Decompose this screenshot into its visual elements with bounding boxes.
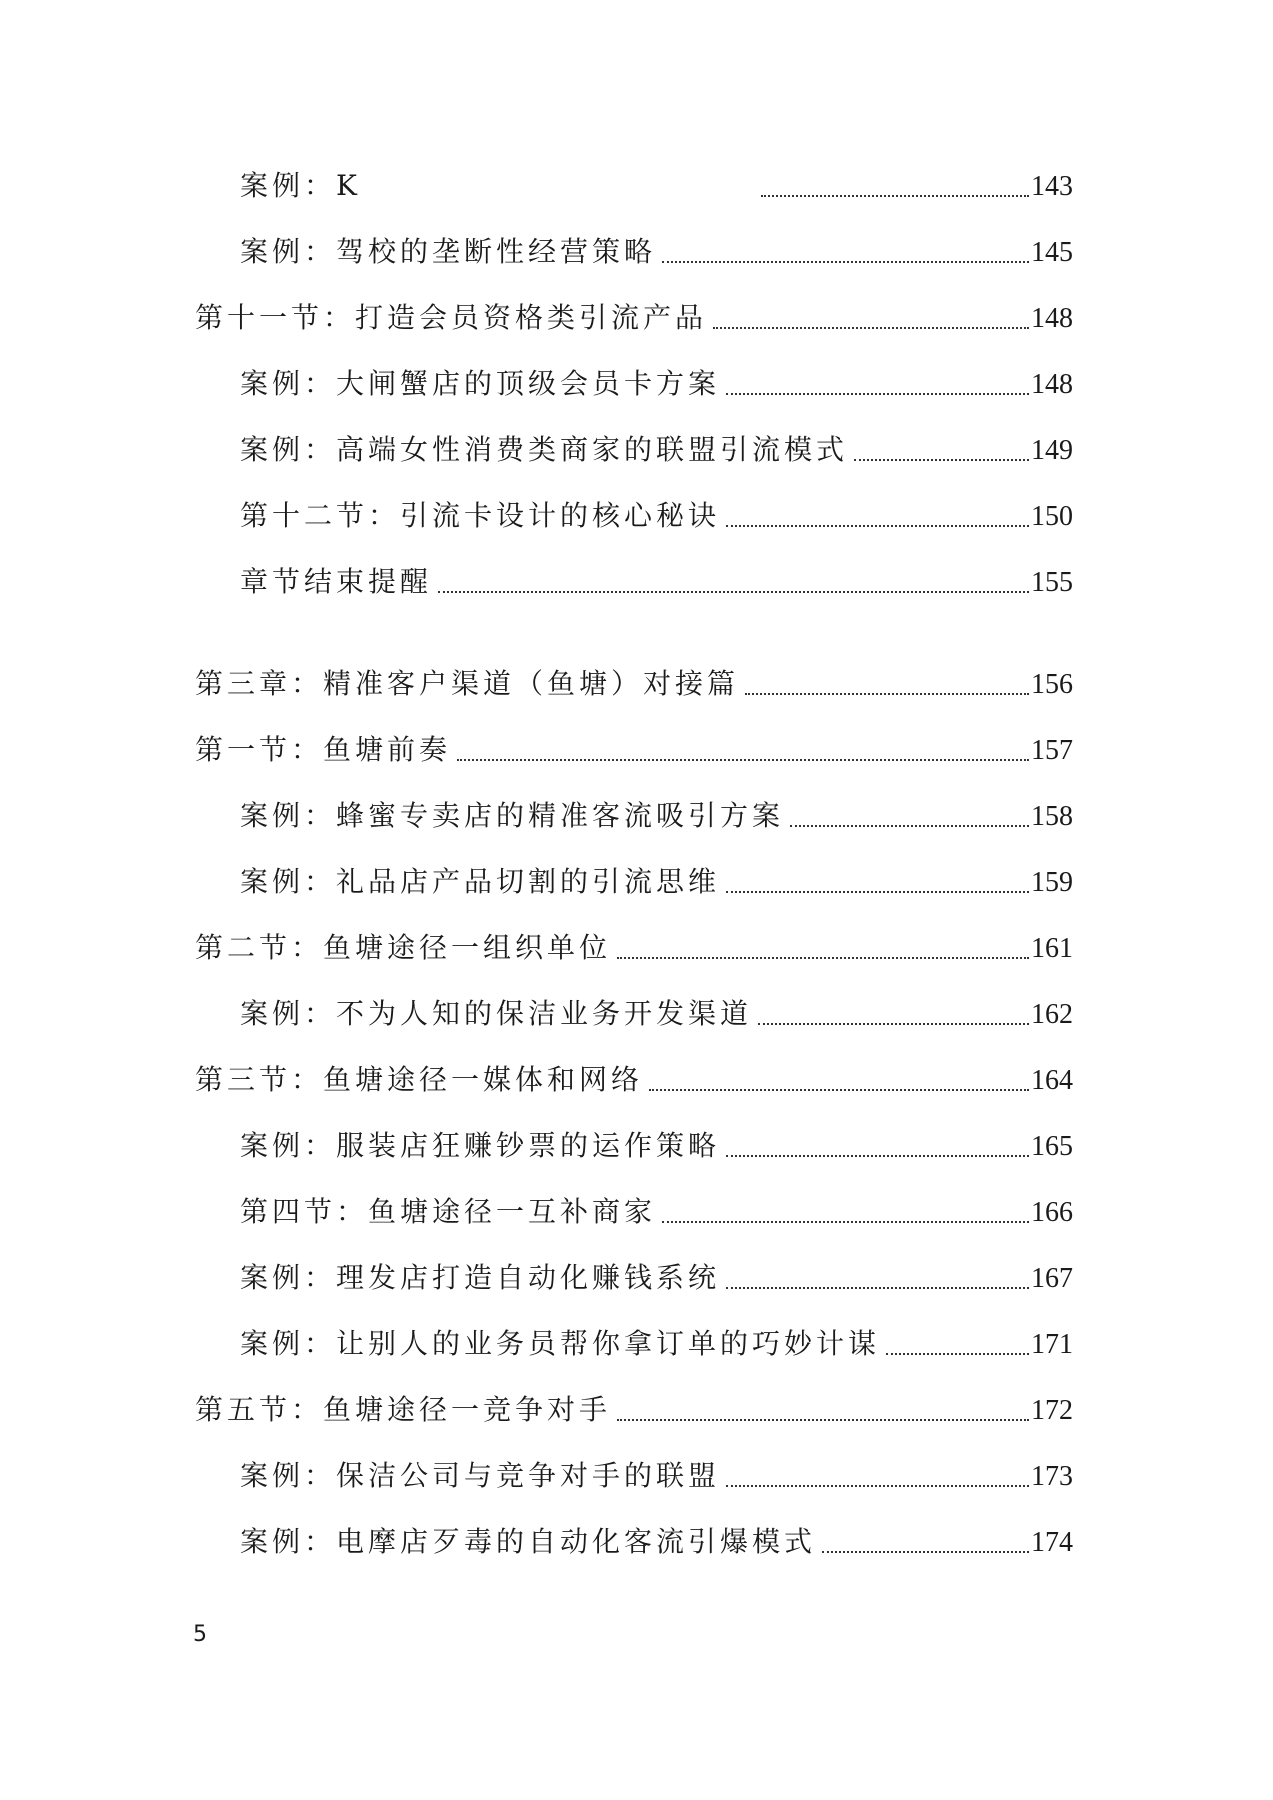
toc-entry[interactable] <box>240 166 1073 206</box>
toc-entry-page: 171 <box>1031 1329 1073 1360</box>
toc-entry-title: 第二节：鱼塘途径一组织单位 <box>195 931 612 964</box>
toc-entry-page: 158 <box>1031 801 1073 832</box>
toc-entry-page: 161 <box>1031 933 1073 964</box>
toc-entry-page: 166 <box>1031 1197 1073 1228</box>
toc-entry-page: 148 <box>1031 303 1073 334</box>
toc-entry-title: 章节结束提醒 <box>240 565 433 598</box>
dot-leader <box>713 327 1029 329</box>
dot-leader <box>726 1155 1029 1157</box>
page-number: 5 <box>193 1622 207 1647</box>
dot-leader <box>726 1485 1029 1487</box>
toc-entry-page: 164 <box>1031 1065 1073 1096</box>
toc-entry[interactable] <box>240 430 1073 470</box>
toc-entry[interactable] <box>240 1324 1073 1364</box>
dot-leader <box>886 1353 1029 1355</box>
dot-leader <box>726 891 1029 893</box>
toc-entry-title: 第三章：精准客户渠道（鱼塘）对接篇 <box>195 667 740 700</box>
toc-entry[interactable] <box>195 298 1073 338</box>
toc-entry-page: 167 <box>1031 1263 1073 1294</box>
toc-entry-title: 案例：服装店狂赚钞票的运作策略 <box>240 1129 721 1162</box>
toc-entry-page: 150 <box>1031 501 1073 532</box>
toc-entry-page: 148 <box>1031 369 1073 400</box>
toc-entry-page: 174 <box>1031 1527 1073 1558</box>
toc-entry-page: 173 <box>1031 1461 1073 1492</box>
toc-entry[interactable] <box>195 928 1073 968</box>
toc-entry-title: 案例：保洁公司与竞争对手的联盟 <box>240 1459 721 1492</box>
toc-entry[interactable] <box>240 862 1073 902</box>
toc-entry-title: 第三节：鱼塘途径一媒体和网络 <box>195 1063 644 1096</box>
toc-entry-title: 案例：大闸蟹店的顶级会员卡方案 <box>240 367 721 400</box>
toc-entry[interactable] <box>195 1060 1073 1100</box>
toc-entry[interactable] <box>240 994 1073 1034</box>
dot-leader <box>457 759 1029 761</box>
dot-leader <box>854 459 1029 461</box>
toc-entry[interactable] <box>195 730 1073 770</box>
toc-entry-title: 案例：K <box>240 169 361 202</box>
toc-entry[interactable] <box>240 796 1073 836</box>
toc-entry-title: 案例：蜂蜜专卖店的精准客流吸引方案 <box>240 799 785 832</box>
toc-entry-title: 第四节：鱼塘途径一互补商家 <box>240 1195 657 1228</box>
toc-entry-title: 第十二节：引流卡设计的核心秘诀 <box>240 499 721 532</box>
toc-entry[interactable] <box>240 1258 1073 1298</box>
toc-entry[interactable] <box>240 1456 1073 1496</box>
toc-entry-page: 157 <box>1031 735 1073 766</box>
toc-entry-title: 案例：高端女性消费类商家的联盟引流模式 <box>240 433 849 466</box>
dot-leader <box>726 1287 1029 1289</box>
dot-leader <box>662 1221 1029 1223</box>
toc-entry[interactable] <box>240 232 1073 272</box>
toc-entry-title: 第五节：鱼塘途径一竞争对手 <box>195 1393 612 1426</box>
toc-entry-page: 159 <box>1031 867 1073 898</box>
toc-entry-title: 第一节：鱼塘前奏 <box>195 733 452 766</box>
toc-entry-page: 155 <box>1031 567 1073 598</box>
toc-entry[interactable] <box>240 364 1073 404</box>
toc-entry-page: 165 <box>1031 1131 1073 1162</box>
toc-entry-title: 案例：礼品店产品切割的引流思维 <box>240 865 721 898</box>
dot-leader <box>617 1419 1029 1421</box>
toc-entry-page: 172 <box>1031 1395 1073 1426</box>
toc-entry-page: 156 <box>1031 669 1073 700</box>
dot-leader <box>745 693 1029 695</box>
dot-leader <box>758 1023 1029 1025</box>
dot-leader <box>438 591 1029 593</box>
toc-entry[interactable] <box>195 664 1073 704</box>
toc-entry[interactable] <box>240 1126 1073 1166</box>
dot-leader <box>662 261 1029 263</box>
toc-entry-page: 143 <box>1031 171 1073 202</box>
dot-leader <box>822 1551 1029 1553</box>
toc-entry[interactable] <box>240 562 1073 602</box>
dot-leader <box>617 957 1029 959</box>
toc-entry-title: 案例：让别人的业务员帮你拿订单的巧妙计谋 <box>240 1327 881 1360</box>
toc-entry-page: 149 <box>1031 435 1073 466</box>
dot-leader <box>761 195 1029 197</box>
dot-leader <box>649 1089 1029 1091</box>
toc-entry-page: 162 <box>1031 999 1073 1030</box>
toc-entry-title: 案例：理发店打造自动化赚钱系统 <box>240 1261 721 1294</box>
toc-entry-title: 案例：电摩店歹毒的自动化客流引爆模式 <box>240 1525 817 1558</box>
toc-entry[interactable] <box>195 1390 1073 1430</box>
toc-entry[interactable] <box>240 496 1073 536</box>
dot-leader <box>726 525 1029 527</box>
toc-entry[interactable] <box>240 1522 1073 1562</box>
toc-entry-title: 第十一节：打造会员资格类引流产品 <box>195 301 708 334</box>
toc-entry-title: 案例：驾校的垄断性经营策略 <box>240 235 657 268</box>
toc-entry-page: 145 <box>1031 237 1073 268</box>
toc-entry[interactable] <box>240 1192 1073 1232</box>
toc-entry-title: 案例：不为人知的保洁业务开发渠道 <box>240 997 753 1030</box>
dot-leader <box>726 393 1029 395</box>
dot-leader <box>790 825 1029 827</box>
